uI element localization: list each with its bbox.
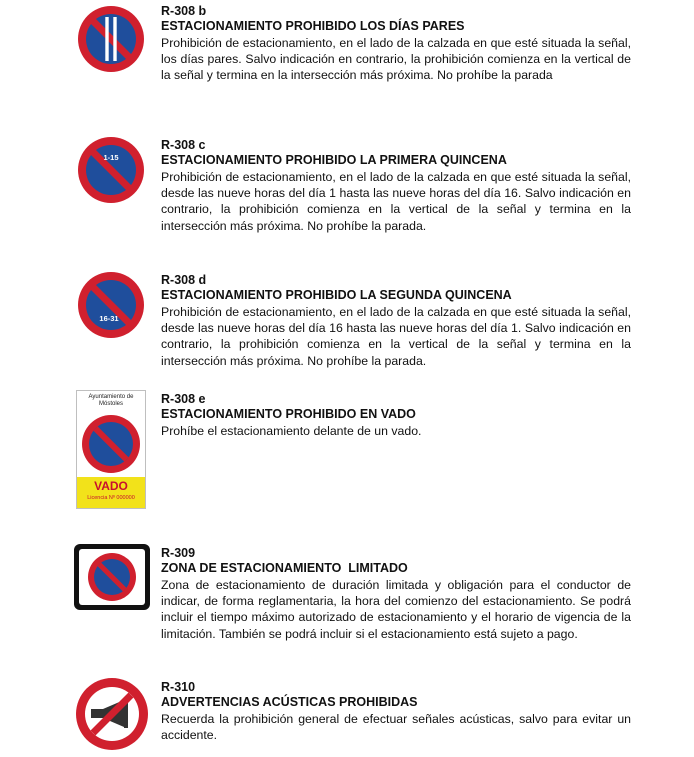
sign-code: R-308 b (161, 4, 207, 18)
panel-licence-number: Licencia Nº 000000 (87, 495, 135, 501)
sign-title: ESTACIONAMIENTO PROHIBIDO LA SEGUNDA QUINCENA (161, 288, 512, 302)
sign-title: ESTACIONAMIENTO PROHIBIDO LA PRIMERA QUINCENA (161, 153, 507, 167)
sign-code: R-308 e (161, 392, 206, 406)
panel-yellow-band (77, 477, 145, 508)
no-parking-circle-icon (81, 414, 141, 474)
sign-title: ADVERTENCIAS ACÚSTICAS PROHIBIDAS (161, 695, 418, 709)
no-parking-first-fortnight-sign-icon (76, 135, 146, 205)
sign-description: Prohibición de estacionamiento, en el lado de la calzada en que esté situada la señal, los días pares. Salvo indicación en contrario, la prohibición comienza en la vertical de la señal y termina en la intersección más próxima. No prohíbe la parada (161, 36, 631, 83)
limited-parking-zone-sign-icon (73, 543, 151, 611)
sign-description: Prohibición de estacionamiento, en el lado de la calzada en que esté situada la señal, desde las nueve horas del día 16 hasta las nueve horas del día 1. Salvo indicación en contrario, la prohibición comienza en la vertical de la señal y termina en la intersección más próxima. No prohíbe la parada. (161, 305, 631, 368)
sign-code: R-308 c (161, 138, 206, 152)
entry-r308e (161, 392, 631, 439)
sign-title: ESTACIONAMIENTO PROHIBIDO LOS DÍAS PARES (161, 19, 465, 33)
entry-r308b (161, 4, 631, 84)
sign-description: Zona de estacionamiento de duración limitada y obligación para el conductor de indicar, de forma reglamentaria, la hora del comienzo del estacionamiento. Se podrá incluir el tiempo máximo autorizado de estacionamiento y el horario de vigencia de la limitación. También se podrá incluir si el estacionamiento está sujeto a pago. (161, 578, 631, 641)
entry-r308d (161, 273, 631, 369)
sign-day-range-label: 1-15 (103, 153, 119, 162)
sign-title: ESTACIONAMIENTO PROHIBIDO EN VADO (161, 407, 416, 421)
no-parking-second-fortnight-sign-icon (76, 270, 146, 340)
sign-code: R-308 d (161, 273, 207, 287)
sign-description: Prohibición de estacionamiento, en el lado de la calzada en que esté situada la señal, desde las nueve horas del día 1 hasta las nueve horas del día 16. Salvo indicación en contrario, la prohibición comienza en la vertical de la señal y termina en la intersección más próxima. No prohíbe la parada. (161, 170, 631, 233)
sign-description: Prohíbe el estacionamiento delante de un vado. (161, 424, 422, 438)
sign-title: ZONA DE ESTACIONAMIENTO LIMITADO (161, 561, 408, 575)
no-parking-even-days-sign-icon (76, 4, 146, 74)
panel-vado-word: VADO (94, 479, 128, 493)
no-parking-driveway-sign-icon (76, 390, 146, 509)
sign-code: R-310 (161, 680, 196, 694)
entry-r309 (161, 546, 631, 642)
no-horn-sign-icon (74, 676, 150, 752)
sign-code: R-309 (161, 546, 196, 560)
panel-municipality: Ayuntamiento de Móstoles (88, 394, 134, 407)
entry-r308c (161, 138, 631, 234)
sign-description: Recuerda la prohibición general de efectuar señales acústicas, salvo para evitar un accidente. (161, 712, 631, 743)
entry-r310 (161, 680, 631, 743)
sign-day-range-label: 16-31 (99, 314, 119, 323)
